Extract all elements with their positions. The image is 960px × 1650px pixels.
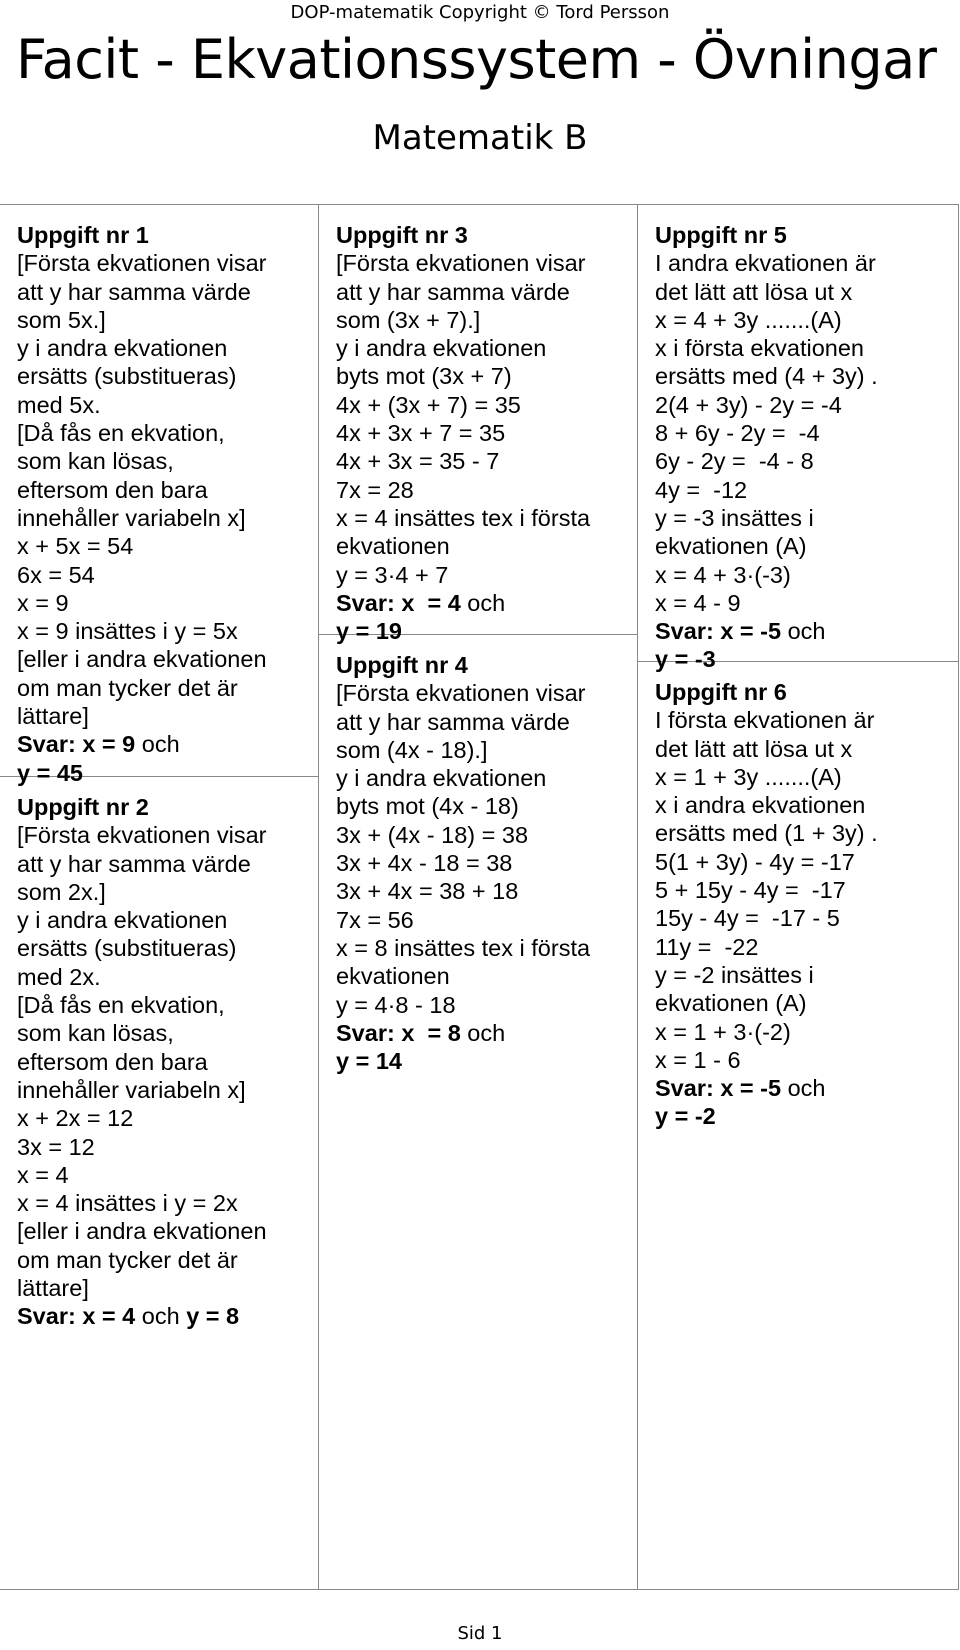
answer-x: Svar: x = -5	[655, 1075, 782, 1102]
copyright-notice: DOP-matematik Copyright © Tord Persson	[290, 2, 670, 23]
answer-y: y = 45	[17, 759, 83, 786]
solution-line: som 5x.]	[17, 306, 106, 333]
solution-line: ekvationen	[336, 963, 450, 990]
solution-line: x = 1 - 6	[655, 1046, 741, 1073]
solution-line: 4y = -12	[655, 476, 748, 503]
answer-and: och	[460, 589, 506, 616]
solution-line: [eller i andra ekvationen	[17, 646, 267, 673]
solution-line: [Första ekvationen visar	[17, 822, 267, 849]
solution-line: x = 9 insättes i y = 5x	[17, 618, 238, 645]
answer-y: y = 19	[336, 618, 402, 645]
answer-line	[336, 1019, 637, 1047]
solution-line: det lätt att lösa ut x	[655, 735, 853, 762]
answer-line	[17, 1302, 318, 1330]
solution-line: [Första ekvationen visar	[17, 250, 267, 277]
solution-line: x = 4 + 3·(-3)	[655, 561, 791, 588]
solution-line: att y har samma värde	[336, 708, 570, 735]
solution-line: y = 4·8 - 18	[336, 991, 456, 1018]
exercise-1	[0, 205, 318, 786]
solution-line: lättare]	[17, 703, 89, 730]
solution-line: som (3x + 7).]	[336, 306, 481, 333]
answer-and: och	[135, 1303, 187, 1330]
solution-line: eftersom den bara	[17, 1048, 208, 1075]
exercise-heading: Uppgift nr 6	[655, 679, 787, 705]
exercise-3	[319, 205, 637, 645]
solution-line: x + 2x = 12	[17, 1105, 134, 1132]
solution-line: ekvationen (A)	[655, 990, 807, 1017]
exercise-heading: Uppgift nr 5	[655, 222, 787, 248]
column-1	[0, 205, 319, 1589]
solution-line: 6x = 54	[17, 561, 95, 588]
exercise-heading: Uppgift nr 1	[17, 222, 149, 248]
solution-line: ekvationen	[336, 533, 450, 560]
solution-line: y i andra ekvationen	[17, 335, 228, 362]
exercise-heading: Uppgift nr 3	[336, 222, 468, 248]
solution-line: byts mot (4x - 18)	[336, 793, 519, 820]
solution-line: 2(4 + 3y) - 2y = -4	[655, 391, 842, 418]
exercise-6	[638, 661, 959, 1131]
solution-line: x i andra ekvationen	[655, 792, 866, 819]
solution-line: ersätts (substitueras)	[17, 363, 237, 390]
answer-line	[336, 589, 637, 617]
solution-line: ersätts med (4 + 3y) .	[655, 363, 878, 390]
solution-line: I andra ekvationen är	[655, 250, 876, 277]
solution-line: om man tycker det är	[17, 674, 238, 701]
solution-line: innehåller variabeln x]	[17, 1076, 246, 1103]
solution-line: x = 4 insättes i y = 2x	[17, 1190, 238, 1217]
solution-line: y i andra ekvationen	[336, 765, 547, 792]
solution-line: x = 4 + 3y .......(A)	[655, 306, 842, 333]
exercise-2	[0, 776, 318, 1331]
solution-line: x = 1 + 3y .......(A)	[655, 763, 842, 790]
answer-and: och	[135, 731, 180, 758]
solution-line: ersätts (substitueras)	[17, 935, 237, 962]
solution-line: det lätt att lösa ut x	[655, 278, 853, 305]
solution-line: innehåller variabeln x]	[17, 504, 246, 531]
solution-line: x = 8 insättes tex i första	[336, 934, 591, 961]
solution-line: eftersom den bara	[17, 476, 208, 503]
solution-line: 3x + (4x - 18) = 38	[336, 821, 529, 848]
solution-line: [Då fås en ekvation,	[17, 992, 225, 1019]
answer-line	[655, 617, 959, 645]
solution-line: ersätts med (1 + 3y) .	[655, 820, 878, 847]
column-3	[638, 205, 959, 1589]
exercise-4	[319, 634, 637, 1075]
solution-line: att y har samma värde	[17, 850, 251, 877]
solution-line: 6y - 2y = -4 - 8	[655, 448, 814, 475]
solution-line: y = 3·4 + 7	[336, 561, 449, 588]
answer-y: y = 8	[186, 1303, 240, 1330]
solution-line: 8 + 6y - 2y = -4	[655, 420, 820, 447]
solution-line: [Då fås en ekvation,	[17, 420, 225, 447]
page-number: Sid 1	[457, 1623, 503, 1644]
solution-line: x = 1 + 3·(-2)	[655, 1018, 791, 1045]
solution-line: med 5x.	[17, 391, 101, 418]
solution-line: 15y - 4y = -17 - 5	[655, 905, 840, 932]
answer-x: Svar: x = 4	[17, 1303, 136, 1330]
answer-line	[17, 730, 318, 758]
answer-y: y = -2	[655, 1103, 716, 1130]
solution-line: [Första ekvationen visar	[336, 250, 586, 277]
answer-x: Svar: x = -5	[655, 618, 782, 645]
answer-x: Svar: x = 8	[336, 1019, 461, 1046]
solution-line: 3x + 4x - 18 = 38	[336, 850, 513, 877]
solution-line: y i andra ekvationen	[17, 907, 228, 934]
solution-line: lättare]	[17, 1275, 89, 1302]
answer-x: Svar: x = 9	[17, 731, 136, 758]
solution-line: med 2x.	[17, 963, 101, 990]
answer-x: Svar: x = 4	[336, 589, 461, 616]
page-title: Facit - Ekvationssystem - Övningar	[16, 28, 937, 91]
answer-and: och	[460, 1019, 506, 1046]
solution-line: x = 9	[17, 589, 69, 616]
answer-and: och	[781, 618, 826, 645]
answer-y: y = -3	[655, 646, 716, 673]
exercise-heading: Uppgift nr 2	[17, 794, 149, 820]
solution-line: som 2x.]	[17, 878, 106, 905]
solution-line: byts mot (3x + 7)	[336, 363, 512, 390]
solution-line: y = -2 insättes i	[655, 961, 814, 988]
solution-line: 4x + 3x + 7 = 35	[336, 420, 506, 447]
solution-line: x = 4	[17, 1161, 69, 1188]
solution-line: som (4x - 18).]	[336, 736, 488, 763]
solution-line: I första ekvationen är	[655, 707, 875, 734]
solution-line: 4x + (3x + 7) = 35	[336, 391, 521, 418]
solution-line: y i andra ekvationen	[336, 335, 547, 362]
answer-line	[655, 1074, 959, 1102]
solution-line: [Första ekvationen visar	[336, 680, 586, 707]
exercise-5	[638, 205, 959, 673]
solution-line: 5 + 15y - 4y = -17	[655, 877, 846, 904]
solution-line: x + 5x = 54	[17, 533, 134, 560]
answer-and: och	[781, 1075, 826, 1102]
answer-y: y = 14	[336, 1048, 402, 1075]
solution-line: y = -3 insättes i	[655, 504, 814, 531]
solution-line: [eller i andra ekvationen	[17, 1218, 267, 1245]
solution-line: x i första ekvationen	[655, 335, 864, 362]
solution-line: att y har samma värde	[17, 278, 251, 305]
solution-line: om man tycker det är	[17, 1246, 238, 1273]
solution-line: som kan lösas,	[17, 1020, 174, 1047]
solution-line: x = 4 - 9	[655, 589, 741, 616]
solution-line: 4x + 3x = 35 - 7	[336, 448, 500, 475]
solution-line: att y har samma värde	[336, 278, 570, 305]
solution-line: x = 4 insättes tex i första	[336, 504, 591, 531]
column-2	[319, 205, 638, 1589]
exercise-grid	[0, 204, 959, 1590]
solution-line: ekvationen (A)	[655, 533, 807, 560]
solution-line: 7x = 28	[336, 476, 414, 503]
solution-line: 7x = 56	[336, 906, 414, 933]
solution-line: 11y = -22	[655, 933, 759, 960]
exercise-heading: Uppgift nr 4	[336, 652, 468, 678]
solution-line: 3x + 4x = 38 + 18	[336, 878, 519, 905]
solution-line: 5(1 + 3y) - 4y = -17	[655, 848, 855, 875]
solution-line: 3x = 12	[17, 1133, 95, 1160]
solution-line: som kan lösas,	[17, 448, 174, 475]
page-subtitle: Matematik B	[372, 118, 588, 158]
